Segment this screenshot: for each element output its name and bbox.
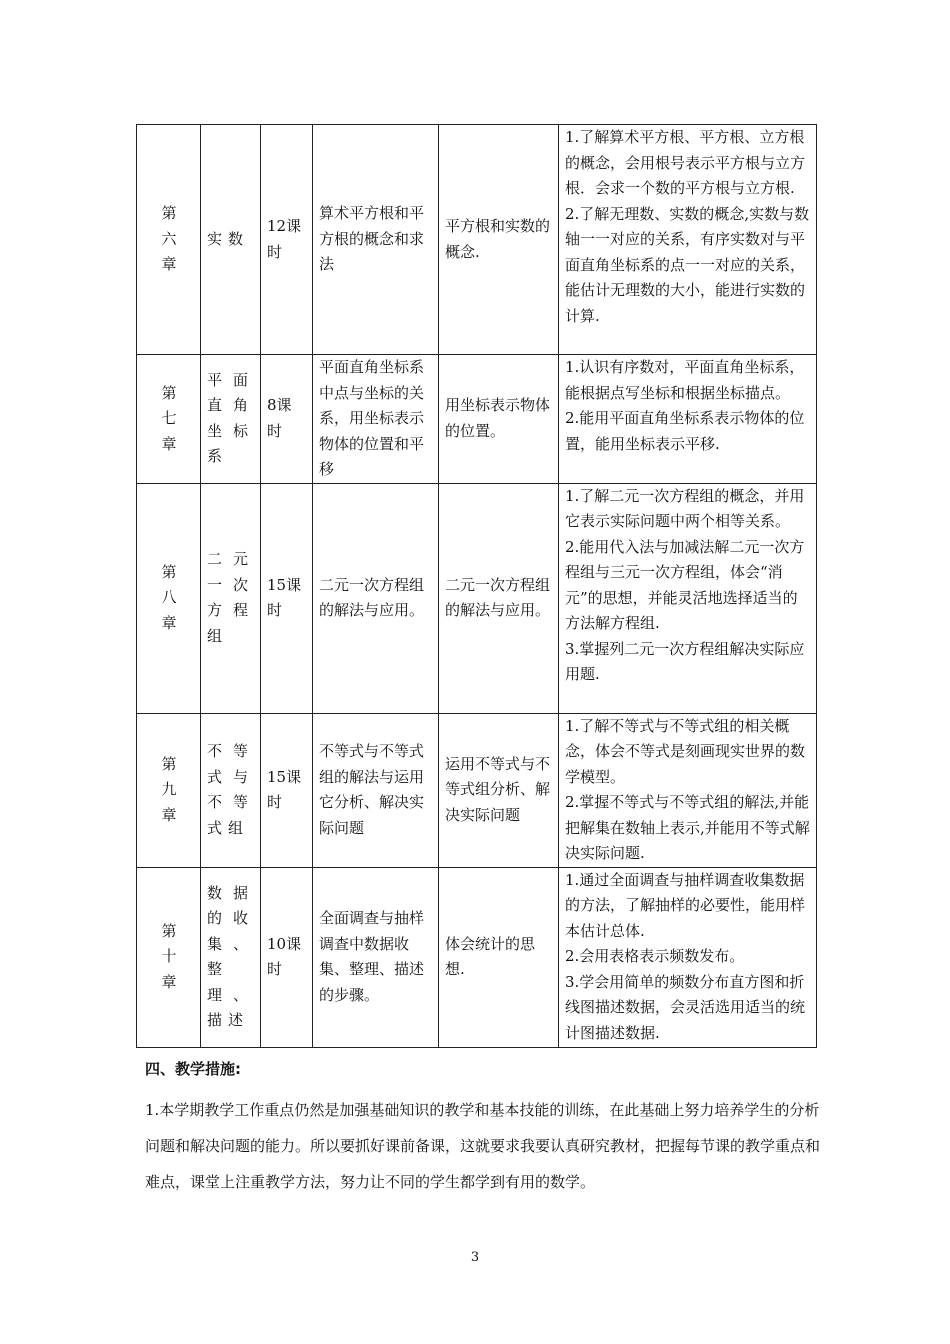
chapter-cell (137, 867, 201, 1047)
title-cell: 不等式与不等式组 (201, 713, 261, 867)
goal-item: 1.了解不等式与不等式组的相关概念，体会不等式是刻画现实世界的数学模型。 (565, 716, 806, 786)
title-cell: 二元一次方程组 (201, 483, 261, 713)
chapter-cell (137, 713, 201, 867)
key-points-cell: 不等式与不等式组的解法与运用它分析、解决实际问题 (313, 713, 439, 867)
goal-item: 1.了解二元一次方程组的概念，并用它表示实际问题中两个相等关系。 (565, 486, 805, 530)
goals-cell (559, 713, 817, 867)
hours-cell: 8课时 (261, 355, 313, 484)
chapter-cell (137, 355, 201, 484)
goal-item: 1.通过全面调查与抽样调查收集数据的方法，了解抽样的必要性，能用样本估计总体. (565, 870, 806, 940)
chapter-label: 第十章 (161, 921, 177, 991)
difficulty-cell: 二元一次方程组的解法与应用。 (439, 483, 559, 713)
chapter-cell (137, 125, 201, 355)
key-points-cell: 平面直角坐标系中点与坐标的关系，用坐标表示物体的位置和平移 (313, 355, 439, 484)
chapter-label: 第九章 (161, 754, 177, 824)
chapter-label: 第六章 (161, 204, 177, 274)
goals-cell (559, 867, 817, 1047)
goal-item: 2.了解无理数、实数的概念,实数与数轴一一对应的关系，有序实数对与平面直角坐标系的点一一对应的关系，能估计无理数的大小，能进行实数的计算. (565, 204, 810, 325)
hours-cell: 15课时 (261, 713, 313, 867)
teaching-plan-table (136, 124, 817, 1048)
goals-cell (559, 125, 817, 355)
goals-cell (559, 355, 817, 484)
title-cell: 平面直角坐标系 (201, 355, 261, 484)
goal-item: 1.认识有序数对，平面直角坐标系，能根据点写坐标和根据坐标描点。 (565, 358, 805, 402)
measure-paragraph: 1.本学期教学工作重点仍然是加强基础知识的教学和基本技能的训练，在此基础上努力培养学生的分析问题和解决问题的能力。所以要抓好课前备课，这就要求我要认真研究教材，把握每节课的教学重点和难点，课堂上注重教学方法，努力让不同的学生都学到有用的数学。 (145, 1101, 821, 1191)
title-cell: 数据的收集、整理、描述 (201, 867, 261, 1047)
goals-cell (559, 483, 817, 713)
chapter-label: 第七章 (161, 383, 177, 453)
hours-cell: 15课时 (261, 483, 313, 713)
goal-item: 2.会用表格表示频数发布。 (565, 947, 745, 965)
difficulty-cell: 平方根和实数的概念. (439, 125, 559, 355)
goal-item: 2.能用平面直角坐标系表示物体的位置，能用坐标表示平移. (565, 409, 805, 453)
goal-item: 3.学会用简单的频数分布直方图和折线图描述数据，会灵活选用适当的统计图描述数据. (565, 972, 806, 1042)
goal-item: 2.能用代入法与加减法解二元一次方程组与三元一次方程组，体会“消元”的思想，并能灵活地选择适当的方法解方程组. (565, 537, 805, 632)
page-number: 3 (470, 1250, 480, 1265)
chapter-label: 第八章 (161, 562, 177, 632)
key-points-cell: 全面调查与抽样调查中数据收集、整理、描述的步骤。 (313, 867, 439, 1047)
difficulty-cell: 运用不等式与不等式组分析、解决实际问题 (439, 713, 559, 867)
title-cell: 实数 (201, 125, 261, 355)
difficulty-cell: 用坐标表示物体的位置。 (439, 355, 559, 484)
hours-cell: 12课时 (261, 125, 313, 355)
table-row (137, 713, 817, 867)
key-points-cell: 算术平方根和平方根的概念和求法 (313, 125, 439, 355)
table-row (137, 483, 817, 713)
hours-cell: 10课时 (261, 867, 313, 1047)
difficulty-cell: 体会统计的思想. (439, 867, 559, 1047)
goal-item: 3.掌握列二元一次方程组解决实际应用题. (565, 639, 805, 683)
goal-item: 1.了解算术平方根、平方根、立方根的概念，会用根号表示平方根与立方根．会求一个数的平方根与立方根. (565, 128, 806, 197)
table-row (137, 867, 817, 1047)
section-heading: 四、教学措施: (145, 1060, 241, 1078)
table-row (137, 355, 817, 484)
table-body (137, 125, 817, 1048)
key-points-cell: 二元一次方程组的解法与应用。 (313, 483, 439, 713)
table-row (137, 125, 817, 355)
chapter-cell (137, 483, 201, 713)
goal-item: 2.掌握不等式与不等式组的解法,并能把解集在数轴上表示,并能用不等式解决实际问题. (565, 793, 810, 862)
